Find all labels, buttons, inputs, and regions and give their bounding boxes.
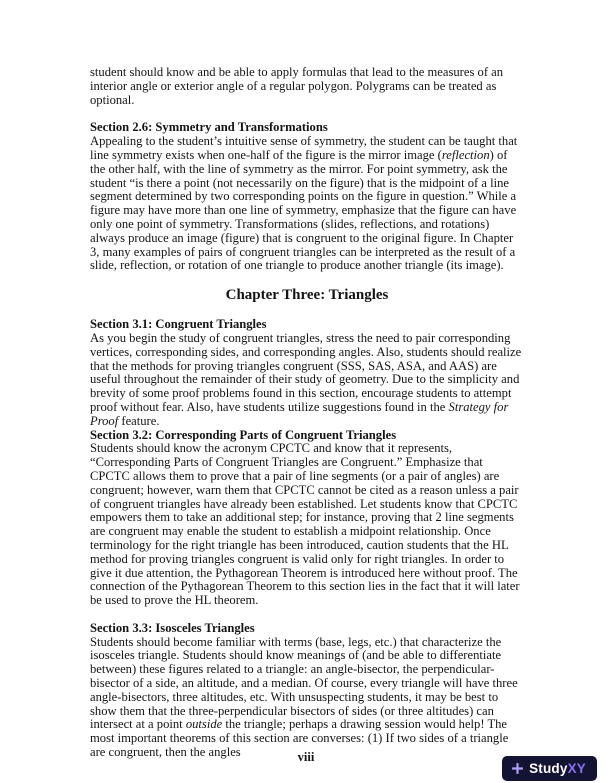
section-3-3-paragraph: Students should become familiar with terms (base, legs, etc.) that characterize the isosceles triangle. Students should know meanings of (and be able to differentiate between) these figures related to a triangle: an angle-bisector, the perpendicular-bisector of a side, an altitude, and a median. Of course, every triangle will have three angle-bisectors, three altitudes, etc. With unsuspecting students, it may be best to show them that the three-perpendicular bisectors of sides (or three altitudes) can intersect at a point outside the triangle; perhaps a drawing session would help! The most important theorems of this section are converses: (1) If two sides of a triangle are congruent, then the angles [90,634,518,760]
page-number: viii [297,750,315,764]
intro-paragraph: student should know and be able to apply formulas that lead to the measures of an interior angle or exterior angle of a regular polygon. Polygrams can be treated as optional. [90,65,504,107]
logo-text-xy: XY [567,761,586,776]
page-content [90,66,524,760]
section-2-6-paragraph: Appealing to the student’s intuitive sense of symmetry, the student can be taught that line symmetry exists when one-half of the figure is the mirror image (reflection) of the other half, with the line of symmetry as the mirror. For point symmetry, ask the student “is there a point (not necessarily on the figure) that is the midpoint of a line segment determined by two corresponding points on the figure in question.” While a figure may have more than one line of symmetry, emphasize that the figure can have only one point of symmetry. Transformations (slides, reflections, and rotations) always produce an image (figure) that is congruent to the original figure. In Chapter 3, many examples of pairs of congruent triangles can be interpreted as the result of a slide, reflection, or rotation of one triangle to produce another triangle (its image). [90,134,518,273]
plus-icon [511,762,524,775]
section-3-1-heading: Section 3.1: Congruent Triangles [90,317,267,332]
section-3-1-paragraph: As you begin the study of congruent triangles, stress the need to pair corresponding vertices, corresponding sides, and corresponding angles. Also, students should realize that the methods for proving triangles congruent (SSS, SAS, ASA, and AAS) are useful throughout the remainder of their study of geometry. Due to the simplicity and brevity of some proof problems found in this section, encourage students to attempt proof without fear. Also, have students utilize suggestions found in the Strategy for Proof feature. [90,330,522,428]
section-3-2-paragraph: Students should know the acronym CPCTC and know that it represents, “Corresponding Parts of Congruent Triangles are Congruent.” Emphasize that CPCTC allows them to prove that a pair of line segments (or a pair of angles) are congruent; however, warn them that CPCTC cannot be cited as a reason unless a pair of congruent triangles have already been established. Let students know that CPCTC empowers them to take an additional step; for instance, proving that 2 line segments are congruent may enable the student to establish a midpoint relationship. Once terminology for the right triangle has been introduced, caution students that the HL method for proving triangles congruent is valid only for right triangles. In order to give it due attention, the Pythagorean Theorem is introduced here without proof. The connection of the Pythagorean Theorem to this section lies in the fact that it will later be used to prove the HL theorem. [90,441,520,608]
section-2-6-heading: Section 2.6: Symmetry and Transformations [90,120,328,135]
logo-text [529,761,586,776]
section-3-3-heading: Section 3.3: Isosceles Triangles [90,620,255,635]
chapter-heading: Chapter Three: Triangles [225,287,389,304]
logo-text-study: Study [529,761,568,776]
section-3-2-heading: Section 3.2: Corresponding Parts of Congruent Triangles [90,427,397,442]
studyxy-logo [502,756,597,781]
